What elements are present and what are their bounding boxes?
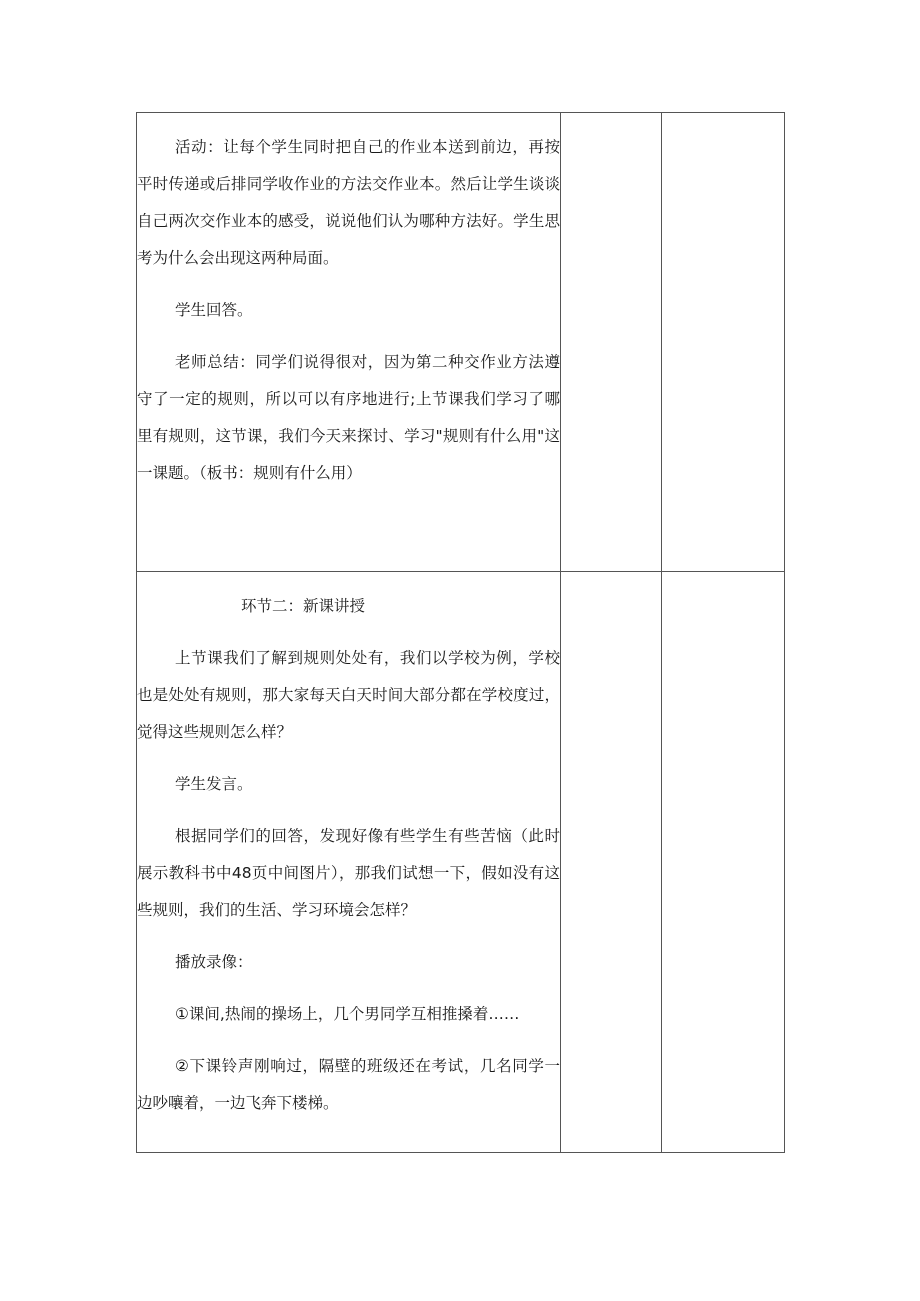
section-heading: 环节二：新课讲授 bbox=[241, 597, 366, 615]
paragraph: ①课间,热闹的操场上，几个男同学互相推搡着…… bbox=[175, 1005, 520, 1023]
empty-cell bbox=[561, 113, 662, 572]
paragraph: 老师总结：同学们说得很对，因为第二种交作业方法遵守了一定的规则，所以可以有序地进行;上节课我们学习了哪里有规则，这节课，我们今天来探讨、学习"规则有什么用"这一课题。（板书：规则有什么用） bbox=[137, 353, 560, 482]
paragraph: 根据同学们的回答，发现好像有些学生有些苦恼（此时展示教科书中48页中间图片），那我们试想一下，假如没有这些规则，我们的生活、学习环境会怎样？ bbox=[137, 827, 560, 919]
empty-cell bbox=[561, 572, 662, 1153]
paragraph: 学生回答。 bbox=[175, 301, 253, 319]
content-cell bbox=[137, 113, 561, 572]
empty-cell bbox=[662, 113, 785, 572]
table-row bbox=[137, 572, 785, 1153]
paragraph: 上节课我们了解到规则处处有，我们以学校为例，学校也是处处有规则，那大家每天白天时间大部分都在学校度过，觉得这些规则怎么样？ bbox=[137, 649, 560, 741]
lesson-plan-table bbox=[136, 112, 785, 1153]
paragraph: 活动：让每个学生同时把自己的作业本送到前边，再按平时传递或后排同学收作业的方法交作业本。然后让学生谈谈自己两次交作业本的感受，说说他们认为哪种方法好。学生思考为什么会出现这两种局面。 bbox=[137, 138, 560, 267]
empty-cell bbox=[662, 572, 785, 1153]
table-row bbox=[137, 113, 785, 572]
paragraph: 播放录像： bbox=[175, 953, 253, 971]
paragraph: 学生发言。 bbox=[175, 775, 253, 793]
paragraph: ②下课铃声刚响过，隔壁的班级还在考试，几名同学一边吵嚷着，一边飞奔下楼梯。 bbox=[137, 1057, 560, 1112]
content-cell bbox=[137, 572, 561, 1153]
